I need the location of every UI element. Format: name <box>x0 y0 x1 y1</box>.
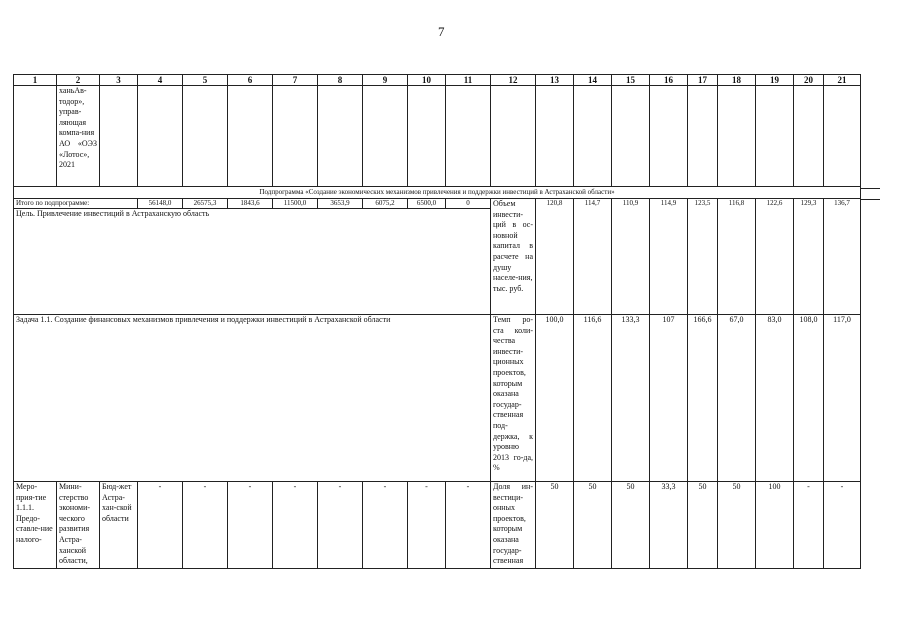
measure-value: - <box>318 482 363 569</box>
table-cell <box>273 86 318 187</box>
table-cell <box>650 86 688 187</box>
col-header: 10 <box>408 75 446 86</box>
target-value: 108,0 <box>794 315 824 482</box>
target-value: 166,6 <box>688 315 718 482</box>
itogo-value: 3653,9 <box>318 199 363 209</box>
executor-cell: Мини-стерство экономи-ческого развития Астра-ханской области, <box>57 482 100 569</box>
measure-row <box>14 482 861 569</box>
table-cell <box>183 86 228 187</box>
measure-value: - <box>228 482 273 569</box>
target-value: 33,3 <box>650 482 688 569</box>
executor-cell: ханьАв-тодор», управ-ляющая компа-ния АО «ОЭЗ «Лотос», 2021 <box>57 86 100 187</box>
itogo-value: 6075,2 <box>363 199 408 209</box>
page-number: 7 <box>438 24 445 39</box>
col-header: 5 <box>183 75 228 86</box>
table-cell <box>14 86 57 187</box>
col-header: 12 <box>491 75 536 86</box>
itogo-row <box>14 199 861 209</box>
col-header: 8 <box>318 75 363 86</box>
col-header: 6 <box>228 75 273 86</box>
col-header: 16 <box>650 75 688 86</box>
task-label: Задача 1.1. Создание финансовых механизмов привлечения и поддержки инвестиций в Астраханской области <box>14 315 491 482</box>
table-cell <box>824 86 861 187</box>
col-header: 19 <box>756 75 794 86</box>
measure-value: - <box>183 482 228 569</box>
measure-value: - <box>446 482 491 569</box>
col-header: 1 <box>14 75 57 86</box>
itogo-value: 56148,0 <box>138 199 183 209</box>
target-value: 123,5 <box>688 199 718 315</box>
funding-source-cell: Бюд-жет Астра-хан-ской области <box>100 482 138 569</box>
target-value: 116,8 <box>718 199 756 315</box>
itogo-value: 26575,3 <box>183 199 228 209</box>
col-header: 3 <box>100 75 138 86</box>
target-value: 114,9 <box>650 199 688 315</box>
measure-value: - <box>408 482 446 569</box>
target-value: 83,0 <box>756 315 794 482</box>
table-cell <box>574 86 612 187</box>
subprogram-title: Подпрограмма «Создание экономических механизмов привлечения и поддержки инвестиций в Астраханской области» <box>14 187 861 199</box>
target-value: 50 <box>612 482 650 569</box>
target-value: 110,9 <box>612 199 650 315</box>
measure-name-cell: Меро-прия-тие 1.1.1. Предо-ставле-ние налого- <box>14 482 57 569</box>
target-value: - <box>824 482 861 569</box>
target-value: 50 <box>536 482 574 569</box>
target-value: 100 <box>756 482 794 569</box>
measure-value: - <box>273 482 318 569</box>
col-header: 15 <box>612 75 650 86</box>
target-value: - <box>794 482 824 569</box>
task-row <box>14 315 861 482</box>
margin-rule <box>860 188 880 189</box>
target-value: 120,8 <box>536 199 574 315</box>
program-table <box>13 74 861 569</box>
indicator-cell: Темп ро-ста коли-чества инвести-ционных проектов, которым оказана государ-ственная под-держка, к уровню 2013 го-да, % <box>491 315 536 482</box>
target-value: 116,6 <box>574 315 612 482</box>
table-cell <box>536 86 574 187</box>
table-cell <box>612 86 650 187</box>
table-cell <box>756 86 794 187</box>
target-value: 50 <box>688 482 718 569</box>
col-header: 11 <box>446 75 491 86</box>
table-cell <box>318 86 363 187</box>
target-value: 67,0 <box>718 315 756 482</box>
table-cell <box>408 86 446 187</box>
table-cell <box>100 86 138 187</box>
col-header: 7 <box>273 75 318 86</box>
target-value: 136,7 <box>824 199 861 315</box>
subprogram-title-row <box>14 187 861 199</box>
itogo-value: 0 <box>446 199 491 209</box>
itogo-label: Итого по подпрограмме: <box>14 199 138 209</box>
target-value: 50 <box>574 482 612 569</box>
table-cell <box>718 86 756 187</box>
col-header: 9 <box>363 75 408 86</box>
target-value: 117,0 <box>824 315 861 482</box>
target-value: 129,3 <box>794 199 824 315</box>
target-value: 100,0 <box>536 315 574 482</box>
col-header: 14 <box>574 75 612 86</box>
table-cell <box>794 86 824 187</box>
column-number-row <box>14 75 861 86</box>
margin-rule <box>860 199 880 200</box>
itogo-value: 11500,0 <box>273 199 318 209</box>
measure-value: - <box>363 482 408 569</box>
goal-label: Цель. Привлечение инвестиций в Астраханскую область <box>14 209 491 315</box>
table-cell <box>228 86 273 187</box>
continuation-row <box>14 86 861 187</box>
col-header: 20 <box>794 75 824 86</box>
col-header: 18 <box>718 75 756 86</box>
target-value: 114,7 <box>574 199 612 315</box>
col-header: 4 <box>138 75 183 86</box>
col-header: 17 <box>688 75 718 86</box>
target-value: 133,3 <box>612 315 650 482</box>
col-header: 21 <box>824 75 861 86</box>
indicator-cell: Объем инвести-ций в ос-новной капитал в расчете на душу населе-ния, тыс. руб. <box>491 199 536 315</box>
target-value: 107 <box>650 315 688 482</box>
table-cell <box>363 86 408 187</box>
col-header: 2 <box>57 75 100 86</box>
program-table-wrap <box>13 74 861 569</box>
indicator-cell: Доля ин-вестици-онных проектов, которым оказана государ-ственная <box>491 482 536 569</box>
itogo-value: 1843,6 <box>228 199 273 209</box>
target-value: 122,6 <box>756 199 794 315</box>
target-value: 50 <box>718 482 756 569</box>
itogo-value: 6500,0 <box>408 199 446 209</box>
col-header: 13 <box>536 75 574 86</box>
measure-value: - <box>138 482 183 569</box>
table-cell <box>491 86 536 187</box>
table-cell <box>138 86 183 187</box>
table-cell <box>446 86 491 187</box>
table-cell <box>688 86 718 187</box>
